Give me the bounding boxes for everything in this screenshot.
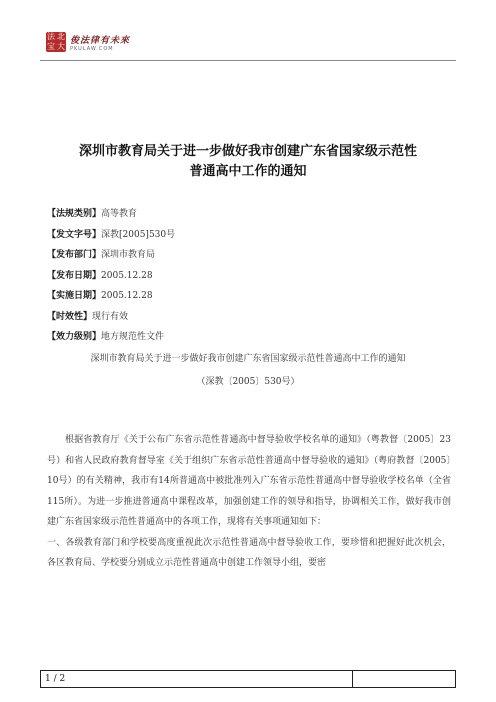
meta-value: 2005.12.28 xyxy=(101,270,153,281)
body-paragraph: 一、各级教育部门和学校要高度重视此次示范性普通高中督导验收工作，要珍惜和把握好此次机会，各区教育局、学校要分别成立示范性普通高中创建工作领导小组，要密 xyxy=(47,537,451,568)
meta-key: 【时效性】 xyxy=(47,311,93,322)
meta-key: 【发布日期】 xyxy=(47,270,102,281)
meta-publish-date xyxy=(47,269,175,290)
seal-char: 北 xyxy=(57,32,65,41)
meta-value: 深圳市教育局 xyxy=(101,250,156,260)
meta-validity xyxy=(47,310,175,331)
footer-blank-cell xyxy=(353,671,455,687)
meta-issuer xyxy=(47,248,175,269)
meta-value: 高等教育 xyxy=(101,209,138,219)
meta-level xyxy=(47,330,175,351)
meta-key: 【实施日期】 xyxy=(47,291,102,301)
document-subtitle: 深圳市教育局关于进一步做好我市创建广东省国家级示范性普通高中工作的通知 xyxy=(90,354,406,364)
meta-key: 【效力级别】 xyxy=(47,332,102,342)
meta-value: 地方规范性文件 xyxy=(101,332,165,342)
meta-key: 【发文字号】 xyxy=(47,229,102,240)
meta-key: 【法规类别】 xyxy=(47,209,102,219)
meta-value: 2005.12.28 xyxy=(101,291,153,301)
page-footer xyxy=(40,670,456,688)
meta-value: 现行有效 xyxy=(92,311,129,322)
title-line: 普通高中工作的通知 xyxy=(189,164,307,179)
seal-char: 大 xyxy=(57,42,65,51)
meta-category xyxy=(47,207,175,228)
metadata-list xyxy=(47,207,175,351)
title-line: 深圳市教育局关于进一步做好我市创建广东省国家级示范性 xyxy=(78,144,417,159)
site-logo xyxy=(46,32,130,52)
document-title xyxy=(40,142,456,182)
meta-doc-number xyxy=(47,228,175,249)
brand-url: PKULAW.COM xyxy=(70,45,114,52)
document-number: （深教〔2005〕530号） xyxy=(196,377,300,387)
header-divider xyxy=(40,60,456,61)
meta-value: 深教[2005]530号 xyxy=(101,229,176,240)
meta-effective-date xyxy=(47,289,175,310)
document-body xyxy=(47,430,451,574)
body-paragraph: 根据省教育厅《关于公布广东省示范性普通高中督导验收学校名单的通知》（粤教督〔2005〕23号）和省人民政府教育督导室《关于组织广东省示范性普通高中督导验收的通知》（粤府教督〔2005〕10号）的有关精神，我市有14所普通高中被批准列入广东省示范性普通高中督导验收学校名单（全省115所）。为进一步推进普通高中课程改革，加强创建工作的领导和指导，协调相关工作，做好我市创建广东省国家级示范性普通高中的各项工作，现将有关事项通知如下： xyxy=(47,435,451,527)
seal-char: 宝 xyxy=(47,42,55,51)
page-indicator: 1 / 2 xyxy=(41,671,353,687)
seal-char: 法 xyxy=(47,32,55,41)
seal-icon xyxy=(46,32,66,52)
meta-key: 【发布部门】 xyxy=(47,250,102,260)
brand-name: 俊法律有未來 xyxy=(70,35,131,46)
